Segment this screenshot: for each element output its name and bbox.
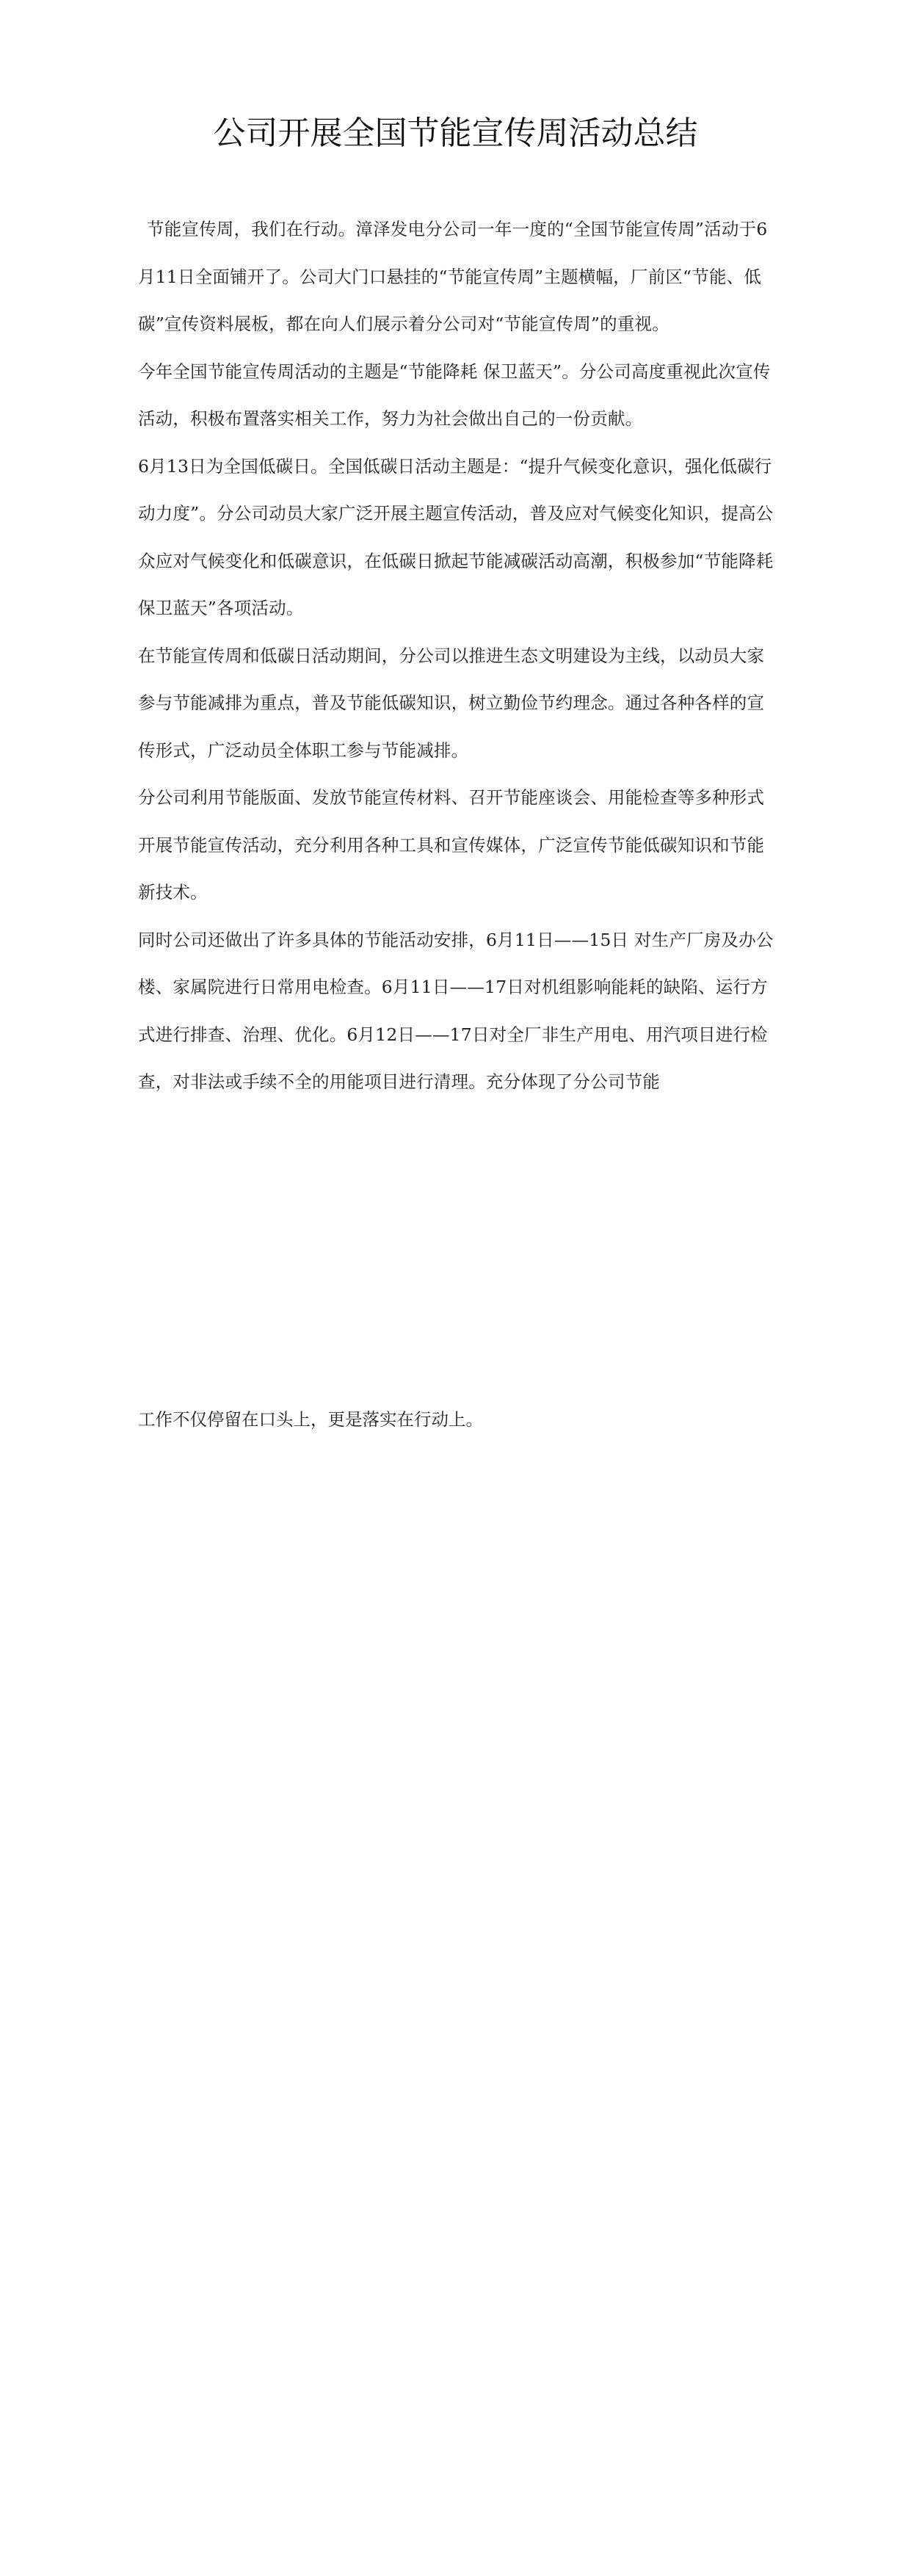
paragraph-5: 分公司利用节能版面、发放节能宣传材料、召开节能座谈会、用能检查等多种形式开展节能宣传活动，充分利用各种工具和宣传媒体，广泛宣传节能低碳知识和节能新技术。 xyxy=(138,787,765,902)
document-body xyxy=(138,206,777,1106)
paragraph-1: 节能宣传周，我们在行动。漳泽发电分公司一年一度的“全国节能宣传周”活动于6月11日全面铺开了。公司大门口悬挂的“节能宣传周”主题横幅，厂前区“节能、低碳”宣传资料展板，都在向人们展示着分公司对“节能宣传周”的重视。 xyxy=(138,219,768,334)
paragraph-4: 在节能宣传周和低碳日活动期间，分公司以推进生态文明建设为主线，以动员大家参与节能减排为重点，普及节能低碳知识，树立勤俭节约理念。通过各种各样的宣传形式，广泛动员全体职工参与节能减排。 xyxy=(138,645,765,761)
paragraph-6-continuation: 工作不仅停留在口头上，更是落实在行动上。 xyxy=(138,1409,483,1430)
paragraph-6: 同时公司还做出了许多具体的节能活动安排，6月11日——15日 对生产厂房及办公楼、家属院进行日常用电检查。6月11日——17日对机组影响能耗的缺陷、运行方式进行排查、治理、优化。6月12日——17日对全厂非生产用电、用汽项目进行检查，对非法或手续不全的用能项目进行清理。充分体现了分公司节能 xyxy=(138,929,774,1092)
paragraph-2: 今年全国节能宣传周活动的主题是“节能降耗 保卫蓝天”。分公司高度重视此次宣传活动，积极布置落实相关工作，努力为社会做出自己的一份贡献。 xyxy=(138,361,771,429)
document-title: 公司开展全国节能宣传周活动总结 xyxy=(213,115,698,152)
paragraph-3: 6月13日为全国低碳日。全国低碳日活动主题是：“提升气候变化意识，强化低碳行动力度”。分公司动员大家广泛开展主题宣传活动，普及应对气候变化知识，提高公众应对气候变化和低碳意识，在低碳日掀起节能减碳活动高潮，积极参加“节能降耗 保卫蓝天”各项活动。 xyxy=(138,455,774,618)
